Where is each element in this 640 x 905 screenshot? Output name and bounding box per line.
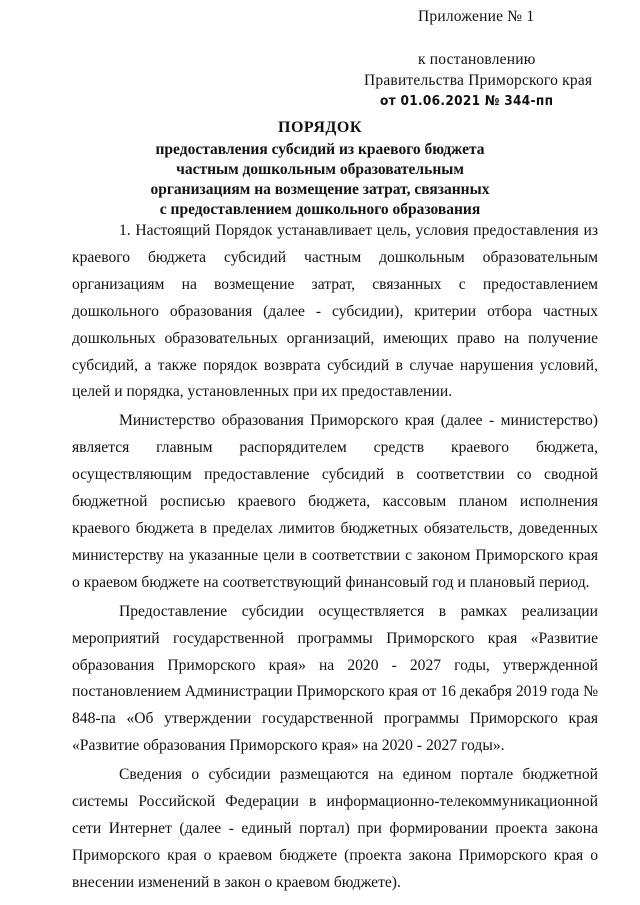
annex-date-stamp: от 01.06.2021 № 344-пп [380, 93, 554, 109]
paragraph-3: Предоставление субсидии осуществляется в рамках реализации мероприятий государственной программы Приморского края «Развитие образования Приморского края» на 2020 - 2027 годы, утвержденной постановлением Администрации Приморского края от 16 декабря 2019 года № 848-па «Об утверждении государственной программы Приморского края «Развитие образования Приморского края» на 2020 - 2027 годы». [72, 602, 598, 755]
annex-government: Правительства Приморского края [364, 72, 593, 89]
title-line-2: частным дошкольным образовательным [176, 161, 464, 178]
paragraph-2: Министерство образования Приморского края (далее - министерство) является главным распорядителем средств краевого бюджета, осуществляющим предоставление субсидий в соответствии со сводной бюджетной росписью краевого бюджета, кассовым планом исполнения краевого бюджета в пределах лимитов бюджетных обязательств, доведенных министерству на указанные цели в соответствии с законом Приморского края о краевом бюджете на соответствующий финансовый год и плановый период. [72, 412, 598, 591]
annex-header [360, 6, 622, 112]
title-main: ПОРЯДОК [278, 119, 362, 136]
title-line-3: организациям на возмещение затрат, связанных [150, 181, 490, 198]
document-title [0, 118, 640, 220]
annex-number: Приложение № 1 [418, 8, 535, 25]
annex-to-resolution: к постановлению [418, 51, 536, 68]
paragraph-1: 1. Настоящий Порядок устанавливает цель, условия предоставления из краевого бюджета субсидий частным дошкольным образовательным организациям на возмещение затрат, связанных с предоставлением дошкольного образования (далее - субсидии), критерии отбора частных дошкольных образовательных организаций, имеющих право на получение субсидий, а также порядок возврата субсидий в случае нарушения условий, целей и порядка, установленных при их предоставлении. [72, 222, 598, 401]
title-line-4: с предоставлением дошкольного образования [159, 201, 481, 218]
paragraph-4: Сведения о субсидии размещаются на едином портале бюджетной системы Российской Федерации в информационно-телекоммуникационной сети Интернет (далее - единый портал) при формировании проекта закона Приморского края о краевом бюджете (проекта закона Приморского края о внесении изменений в закон о краевом бюджете). [72, 766, 598, 891]
title-line-1: предоставления субсидий из краевого бюджета [155, 141, 485, 158]
document-body [72, 218, 598, 899]
